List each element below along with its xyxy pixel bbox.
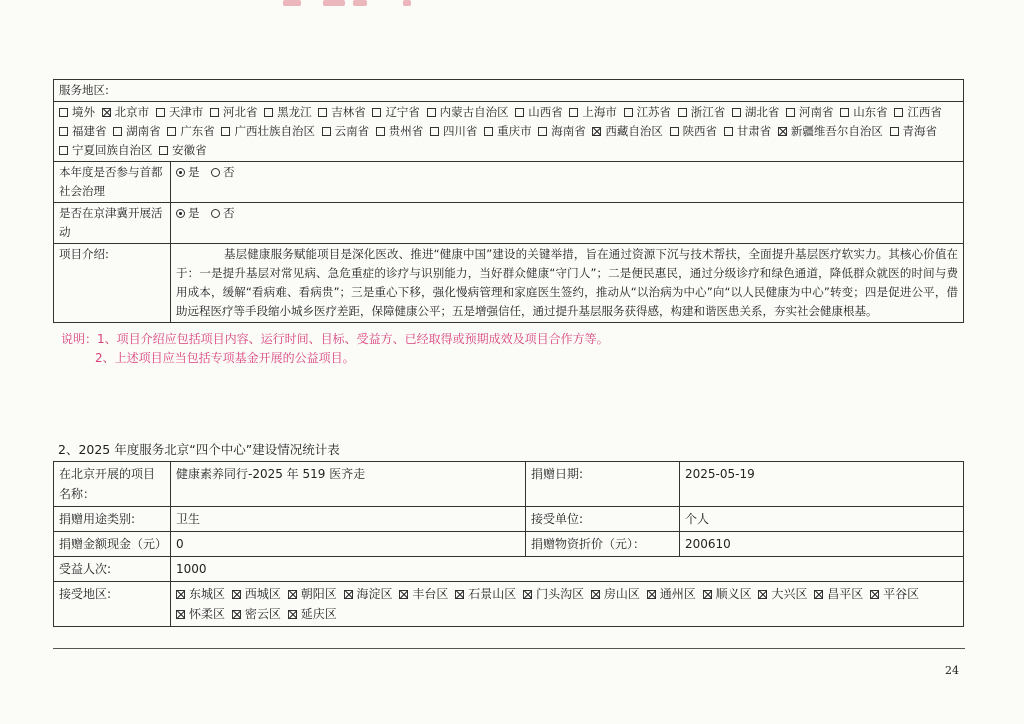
region-label: 山东省 (853, 105, 888, 119)
region-label: 辽宁省 (385, 105, 420, 119)
jjj-activity-label: 是否在京津冀开展活动 (54, 203, 171, 244)
region-checkbox[interactable] (840, 108, 849, 117)
region-label: 福建省 (72, 124, 107, 138)
district-option (344, 584, 393, 604)
district-label: 大兴区 (771, 587, 808, 601)
district-option (870, 584, 919, 604)
district-option (176, 584, 225, 604)
region-option (427, 103, 509, 122)
district-checkbox[interactable] (758, 590, 767, 599)
scan-mark-top (283, 0, 423, 10)
region-option (264, 103, 312, 122)
region-label: 湖北省 (744, 105, 780, 119)
capital-governance-no-label: 否 (223, 165, 235, 179)
region-checkbox[interactable] (159, 146, 168, 155)
district-checkbox[interactable] (399, 590, 408, 599)
beneficiaries-label: 受益人次: (54, 557, 171, 582)
region-checkbox-list (54, 102, 964, 162)
district-checkbox[interactable] (176, 590, 185, 599)
region-option (624, 103, 672, 122)
donation-usage-label: 捐赠用途类别: (54, 507, 171, 532)
region-checkbox[interactable] (59, 108, 68, 117)
region-checkbox[interactable] (372, 108, 381, 117)
region-label: 湖南省 (126, 124, 161, 138)
region-label: 河南省 (799, 105, 834, 119)
district-label: 怀柔区 (189, 607, 226, 621)
region-option (670, 122, 718, 141)
district-option (523, 584, 584, 604)
region-checkbox[interactable] (376, 127, 385, 136)
region-checkbox[interactable] (156, 108, 165, 117)
region-option (221, 122, 315, 141)
region-option (538, 122, 586, 141)
region-option (724, 122, 772, 141)
district-label: 延庆区 (300, 607, 337, 621)
district-checkbox[interactable] (591, 590, 600, 599)
districts-label: 接受地区: (54, 582, 171, 627)
district-checkbox[interactable] (455, 590, 464, 599)
district-label: 昌平区 (827, 587, 864, 601)
donation-date-label: 捐赠日期: (526, 462, 680, 507)
district-checkbox[interactable] (870, 590, 879, 599)
region-checkbox[interactable] (569, 108, 578, 117)
beijing-four-centers-table (53, 461, 964, 627)
region-option (318, 103, 366, 122)
region-checkbox[interactable] (221, 127, 230, 136)
district-option (758, 584, 807, 604)
section-heading: 2、2025 年度服务北京“四个中心”建设情况统计表 (58, 442, 340, 457)
district-checkbox[interactable] (344, 590, 353, 599)
region-label: 广西壮族自治区 (234, 124, 315, 138)
region-label: 贵州省 (388, 124, 424, 138)
district-checkbox[interactable] (288, 610, 297, 619)
region-option (430, 122, 478, 141)
note-line-1: 说明：1、项目介绍应包括项目内容、运行时间、目标、受益方、已经取得或预期成效及项目合作方等。 (61, 332, 609, 346)
district-option (591, 584, 640, 604)
jjj-no-label: 否 (223, 206, 235, 220)
region-checkbox[interactable] (538, 127, 547, 136)
region-checkbox[interactable] (322, 127, 331, 136)
region-checkbox[interactable] (670, 127, 679, 136)
region-checkbox[interactable] (113, 127, 122, 136)
region-label: 河北省 (222, 105, 258, 119)
district-checkbox[interactable] (523, 590, 532, 599)
district-checkbox[interactable] (288, 590, 297, 599)
district-option (232, 584, 281, 604)
region-option (376, 122, 424, 141)
region-option (484, 122, 532, 141)
service-area-label: 服务地区: (54, 80, 964, 102)
region-option (59, 141, 153, 160)
region-label: 北京市 (114, 105, 150, 119)
capital-governance-yes-radio[interactable] (176, 168, 185, 177)
region-option (894, 103, 942, 122)
district-checkbox[interactable] (814, 590, 823, 599)
region-option (592, 122, 663, 141)
region-label: 天津市 (168, 105, 204, 119)
region-option (569, 103, 617, 122)
region-option (156, 103, 204, 122)
region-label: 海南省 (551, 124, 586, 138)
receiver-label: 接受单位: (526, 507, 680, 532)
region-label: 西藏自治区 (605, 124, 663, 138)
service-info-table (53, 79, 964, 323)
notes (61, 330, 609, 368)
region-checkbox[interactable] (786, 108, 795, 117)
region-checkbox[interactable] (167, 127, 176, 136)
region-option (786, 103, 834, 122)
region-option (113, 122, 161, 141)
region-checkbox[interactable] (59, 146, 68, 155)
capital-governance-label: 本年度是否参与首都社会治理 (54, 162, 171, 203)
region-label: 青海省 (902, 124, 938, 138)
district-label: 朝阳区 (300, 587, 337, 601)
capital-governance-no-radio[interactable] (211, 168, 220, 177)
region-option (210, 103, 258, 122)
region-label: 浙江省 (690, 105, 726, 119)
region-label: 黑龙江 (277, 105, 312, 119)
project-intro-text: 基层健康服务赋能项目是深化医改、推进“健康中国”建设的关键举措，旨在通过资源下沉与技术帮扶，全面提升基层医疗软实力。其核心价值在于：一是提升基层对常见病、急危重症的诊疗与识别能力，当好群众健康“守门人”；二是便民惠民，通过分级诊疗和绿色通道，降低群众就医的时间与费用成本，缓解“看病难、看病贵”；三是重心下移，强化慢病管理和家庭医生签约，推动从“以治病为中心”向“以人民健康为中心”转变；四是促进公平，借助远程医疗等手段缩小城乡医疗差距，保障健康公平；五是增强信任，通过提升基层服务获得感，构建和谐医患关系，夯实社会健康根基。 (171, 244, 964, 323)
district-label: 顺义区 (715, 587, 752, 601)
region-label: 宁夏回族自治区 (72, 143, 153, 157)
jjj-no-radio[interactable] (211, 209, 220, 218)
region-checkbox[interactable] (732, 108, 741, 117)
district-checkbox-list (171, 582, 964, 627)
region-label: 陕西省 (682, 124, 718, 138)
jjj-activity-options (171, 203, 964, 244)
district-option (288, 604, 337, 624)
region-option (59, 103, 95, 122)
cash-amount-value: 0 (171, 532, 526, 557)
page-number: 24 (945, 664, 959, 677)
region-option (102, 103, 150, 122)
region-checkbox[interactable] (102, 108, 111, 117)
note-line-2: 2、上述项目应当包括专项基金开展的公益项目。 (95, 351, 355, 365)
region-option (890, 122, 938, 141)
region-label: 四川省 (442, 124, 478, 138)
district-label: 门头沟区 (536, 587, 585, 601)
capital-governance-options (171, 162, 964, 203)
district-label: 西城区 (244, 587, 281, 601)
region-option (840, 103, 888, 122)
region-checkbox[interactable] (515, 108, 524, 117)
jjj-yes-radio[interactable] (176, 209, 185, 218)
region-checkbox[interactable] (678, 108, 687, 117)
region-checkbox[interactable] (484, 127, 493, 136)
region-option (322, 122, 370, 141)
region-label: 山西省 (528, 105, 563, 119)
page-bottom-line (53, 648, 965, 649)
region-checkbox[interactable] (427, 108, 436, 117)
region-checkbox[interactable] (59, 127, 68, 136)
district-label: 密云区 (244, 607, 281, 621)
region-option (778, 122, 883, 141)
district-option (232, 604, 281, 624)
district-label: 平谷区 (883, 587, 920, 601)
district-option (176, 604, 225, 624)
receiver-value: 个人 (680, 507, 964, 532)
district-checkbox[interactable] (703, 590, 712, 599)
region-label: 甘肃省 (736, 124, 772, 138)
region-checkbox[interactable] (778, 127, 787, 136)
region-label: 云南省 (334, 124, 370, 138)
region-checkbox[interactable] (318, 108, 327, 117)
region-option (678, 103, 726, 122)
district-option (288, 584, 337, 604)
region-checkbox[interactable] (592, 127, 601, 136)
region-label: 新疆维吾尔自治区 (790, 124, 883, 138)
donation-usage-value: 卫生 (171, 507, 526, 532)
region-option (372, 103, 420, 122)
cash-amount-label: 捐赠金额现金（元） (54, 532, 171, 557)
region-label: 内蒙古自治区 (439, 105, 509, 119)
project-name-value: 健康素养同行-2025 年 519 医齐走 (171, 462, 526, 507)
region-label: 江苏省 (636, 105, 672, 119)
region-option (732, 103, 780, 122)
region-checkbox[interactable] (210, 108, 219, 117)
district-label: 海淀区 (356, 587, 393, 601)
goods-value-value: 200610 (680, 532, 964, 557)
donation-date-value: 2025-05-19 (680, 462, 964, 507)
district-option (647, 584, 696, 604)
region-label: 江西省 (907, 105, 942, 119)
region-checkbox[interactable] (430, 127, 439, 136)
district-option (814, 584, 863, 604)
region-label: 境外 (72, 105, 95, 119)
region-checkbox[interactable] (624, 108, 633, 117)
project-intro-label: 项目介绍: (54, 244, 171, 323)
district-label: 房山区 (603, 587, 640, 601)
district-checkbox[interactable] (232, 590, 241, 599)
region-option (59, 122, 107, 141)
region-checkbox[interactable] (724, 127, 733, 136)
region-label: 广东省 (180, 124, 215, 138)
region-label: 吉林省 (331, 105, 366, 119)
region-option (167, 122, 215, 141)
region-label: 上海市 (582, 105, 617, 119)
district-label: 通州区 (659, 587, 696, 601)
region-label: 安徽省 (172, 143, 207, 157)
region-checkbox[interactable] (894, 108, 903, 117)
region-option (159, 141, 207, 160)
beneficiaries-value: 1000 (171, 557, 964, 582)
district-option (703, 584, 752, 604)
jjj-yes-label: 是 (188, 206, 200, 220)
district-checkbox[interactable] (176, 610, 185, 619)
region-label: 重庆市 (497, 124, 532, 138)
capital-governance-yes-label: 是 (188, 165, 200, 179)
region-option (515, 103, 563, 122)
district-option (399, 584, 448, 604)
district-option (455, 584, 516, 604)
district-checkbox[interactable] (232, 610, 241, 619)
region-checkbox[interactable] (890, 127, 899, 136)
district-label: 东城区 (189, 587, 226, 601)
goods-value-label: 捐赠物资折价（元）： (526, 532, 680, 557)
district-label: 丰台区 (412, 587, 449, 601)
district-checkbox[interactable] (647, 590, 656, 599)
region-checkbox[interactable] (264, 108, 273, 117)
project-name-label: 在北京开展的项目名称： (54, 462, 171, 507)
district-label: 石景山区 (468, 587, 517, 601)
